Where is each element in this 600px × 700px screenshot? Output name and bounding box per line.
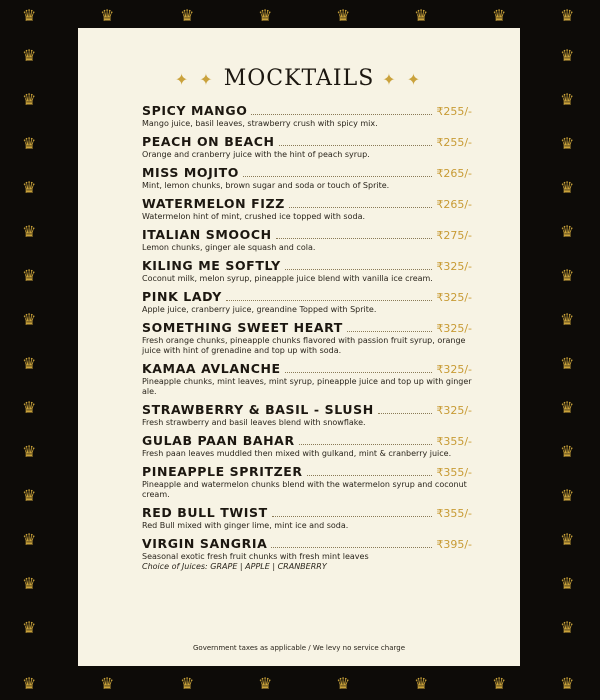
leader-dots [307,474,433,476]
leader-dots [378,412,433,414]
menu-item-description: Coconut milk, melon syrup, pineapple juice blend with vanilla ice cream. [142,274,433,283]
crown-icon: ♛ [414,674,429,693]
menu-item-price: ₹265/- [436,167,472,180]
crown-icon: ♛ [560,310,575,329]
menu-item-description: Fresh orange chunks, pineapple chunks flavored with passion fruit syrup, orange juice with hint of grenadine and top up with soda. [142,336,466,355]
menu-item-description: Seasonal exotic fresh fruit chunks with fresh mint leaves [142,552,369,561]
menu-item-description: Fresh strawberry and basil leaves blend with snowflake. [142,418,366,427]
menu-item-price: ₹395/- [436,538,472,551]
crown-icon: ♛ [258,6,273,25]
menu-item-description: Red Bull mixed with ginger lime, mint ice and soda. [142,521,349,530]
menu-item-name: VIRGIN SANGRIA [142,536,268,551]
menu-title [78,66,520,91]
menu-item [142,197,472,222]
menu-item-header [142,465,472,479]
menu-item-description: Watermelon hint of mint, crushed ice topped with soda. [142,212,366,221]
menu-item-name: PINK LADY [142,289,222,304]
menu-item-price: ₹255/- [436,105,472,118]
crown-icon: ♛ [560,354,575,373]
crown-icon: ♛ [560,266,575,285]
leader-dots [271,546,432,548]
leader-dots [289,206,432,208]
crown-icon: ♛ [560,46,575,65]
menu-item-price: ₹355/- [436,507,472,520]
crown-icon: ♛ [22,46,37,65]
menu-item [142,104,472,129]
menu-item [142,259,472,284]
crown-icon: ♛ [22,442,37,461]
menu-item [142,403,472,428]
menu-item-price: ₹275/- [436,229,472,242]
menu-item-price: ₹325/- [436,291,472,304]
crown-icon: ♛ [258,674,273,693]
title-text: MOCKTAILS [223,66,375,91]
ornament-left-icon: ✦ ✦ [174,70,216,89]
menu-panel [78,28,520,666]
menu-item [142,537,472,572]
crown-icon: ♛ [560,134,575,153]
crown-icon: ♛ [560,222,575,241]
menu-item-price: ₹325/- [436,404,472,417]
menu-item-price: ₹325/- [436,363,472,376]
crown-icon: ♛ [22,266,37,285]
menu-item-header [142,104,472,118]
menu-item-header [142,537,472,551]
menu-item-description: Pineapple and watermelon chunks blend with the watermelon syrup and coconut cream. [142,480,467,499]
leader-dots [226,299,432,301]
crown-icon: ♛ [22,222,37,241]
crown-icon: ♛ [560,530,575,549]
menu-item-name: SOMETHING SWEET HEART [142,320,343,335]
crown-icon: ♛ [22,530,37,549]
menu-item [142,362,472,397]
leader-dots [299,443,433,445]
crown-icon: ♛ [560,574,575,593]
menu-item-header [142,228,472,242]
menu-item-header [142,135,472,149]
menu-item-header [142,197,472,211]
menu-item-description: Orange and cranberry juice with the hint of peach syrup. [142,150,370,159]
crown-icon: ♛ [22,618,37,637]
menu-item-name: PINEAPPLE SPRITZER [142,464,303,479]
crown-icon: ♛ [560,442,575,461]
leader-dots [279,144,433,146]
leader-dots [272,515,433,517]
crown-icon: ♛ [22,574,37,593]
leader-dots [285,371,433,373]
crown-icon: ♛ [22,90,37,109]
menu-item-name: WATERMELON FIZZ [142,196,285,211]
crown-icon: ♛ [100,6,115,25]
leader-dots [243,175,432,177]
crown-icon: ♛ [492,6,507,25]
crown-icon: ♛ [22,310,37,329]
menu-item-header [142,259,472,273]
menu-item [142,135,472,160]
crown-icon: ♛ [336,674,351,693]
menu-item [142,321,472,356]
menu-item-name: KILING ME SOFTLY [142,258,281,273]
menu-items-list [142,104,472,578]
crown-icon: ♛ [560,486,575,505]
leader-dots [285,268,433,270]
menu-item-name: RED BULL TWIST [142,505,268,520]
menu-item-name: STRAWBERRY & BASIL - SLUSH [142,402,374,417]
menu-item-header [142,434,472,448]
crown-icon: ♛ [560,90,575,109]
crown-icon: ♛ [22,486,37,505]
leader-dots [347,330,432,332]
menu-item [142,465,472,500]
menu-item-price: ₹265/- [436,198,472,211]
crown-icon: ♛ [560,398,575,417]
ornament-right-icon: ✦ ✦ [382,70,424,89]
menu-item [142,290,472,315]
crown-icon: ♛ [492,674,507,693]
menu-item [142,228,472,253]
menu-item-name: MISS MOJITO [142,165,240,180]
crown-icon: ♛ [22,354,37,373]
menu-item-header [142,403,472,417]
menu-item-header [142,506,472,520]
menu-item [142,434,472,459]
menu-item-description: Mint, lemon chunks, brown sugar and soda or touch of Sprite. [142,181,390,190]
menu-item [142,506,472,531]
menu-item-header [142,290,472,304]
menu-item-name: KAMAA AVLANCHE [142,361,281,376]
crown-icon: ♛ [22,6,37,25]
menu-item-name: SPICY MANGO [142,103,248,118]
menu-item-price: ₹255/- [436,136,472,149]
menu-item-description: Fresh paan leaves muddled then mixed with gulkand, mint & cranberry juice. [142,449,452,458]
crown-icon: ♛ [22,134,37,153]
crown-icon: ♛ [560,6,575,25]
menu-item-name: GULAB PAAN BAHAR [142,433,295,448]
crown-icon: ♛ [560,178,575,197]
menu-item-price: ₹325/- [436,322,472,335]
crown-icon: ♛ [180,6,195,25]
menu-item-price: ₹355/- [436,466,472,479]
menu-item-header [142,362,472,376]
menu-item-price: ₹325/- [436,260,472,273]
menu-item-description: Mango juice, basil leaves, strawberry crush with spicy mix. [142,119,378,128]
leader-dots [276,237,433,239]
crown-icon: ♛ [560,618,575,637]
crown-icon: ♛ [560,674,575,693]
crown-icon: ♛ [22,398,37,417]
crown-icon: ♛ [336,6,351,25]
crown-icon: ♛ [100,674,115,693]
menu-item [142,166,472,191]
menu-item-header [142,321,472,335]
crown-icon: ♛ [22,178,37,197]
menu-item-choice: Choice of Juices: GRAPE | APPLE | CRANBERRY [142,562,327,571]
menu-item-price: ₹355/- [436,435,472,448]
menu-item-name: ITALIAN SMOOCH [142,227,272,242]
crown-icon: ♛ [180,674,195,693]
menu-item-description: Pineapple chunks, mint leaves, mint syrup, pineapple juice and top up with ginger ale. [142,377,472,396]
menu-item-description: Apple juice, cranberry juice, greandine Topped with Sprite. [142,305,377,314]
crown-icon: ♛ [414,6,429,25]
menu-item-header [142,166,472,180]
footer-note: Government taxes as applicable / We levy no service charge [192,644,406,652]
leader-dots [251,113,432,115]
menu-item-description: Lemon chunks, ginger ale squash and cola. [142,243,316,252]
menu-item-name: PEACH ON BEACH [142,134,275,149]
crown-icon: ♛ [22,674,37,693]
